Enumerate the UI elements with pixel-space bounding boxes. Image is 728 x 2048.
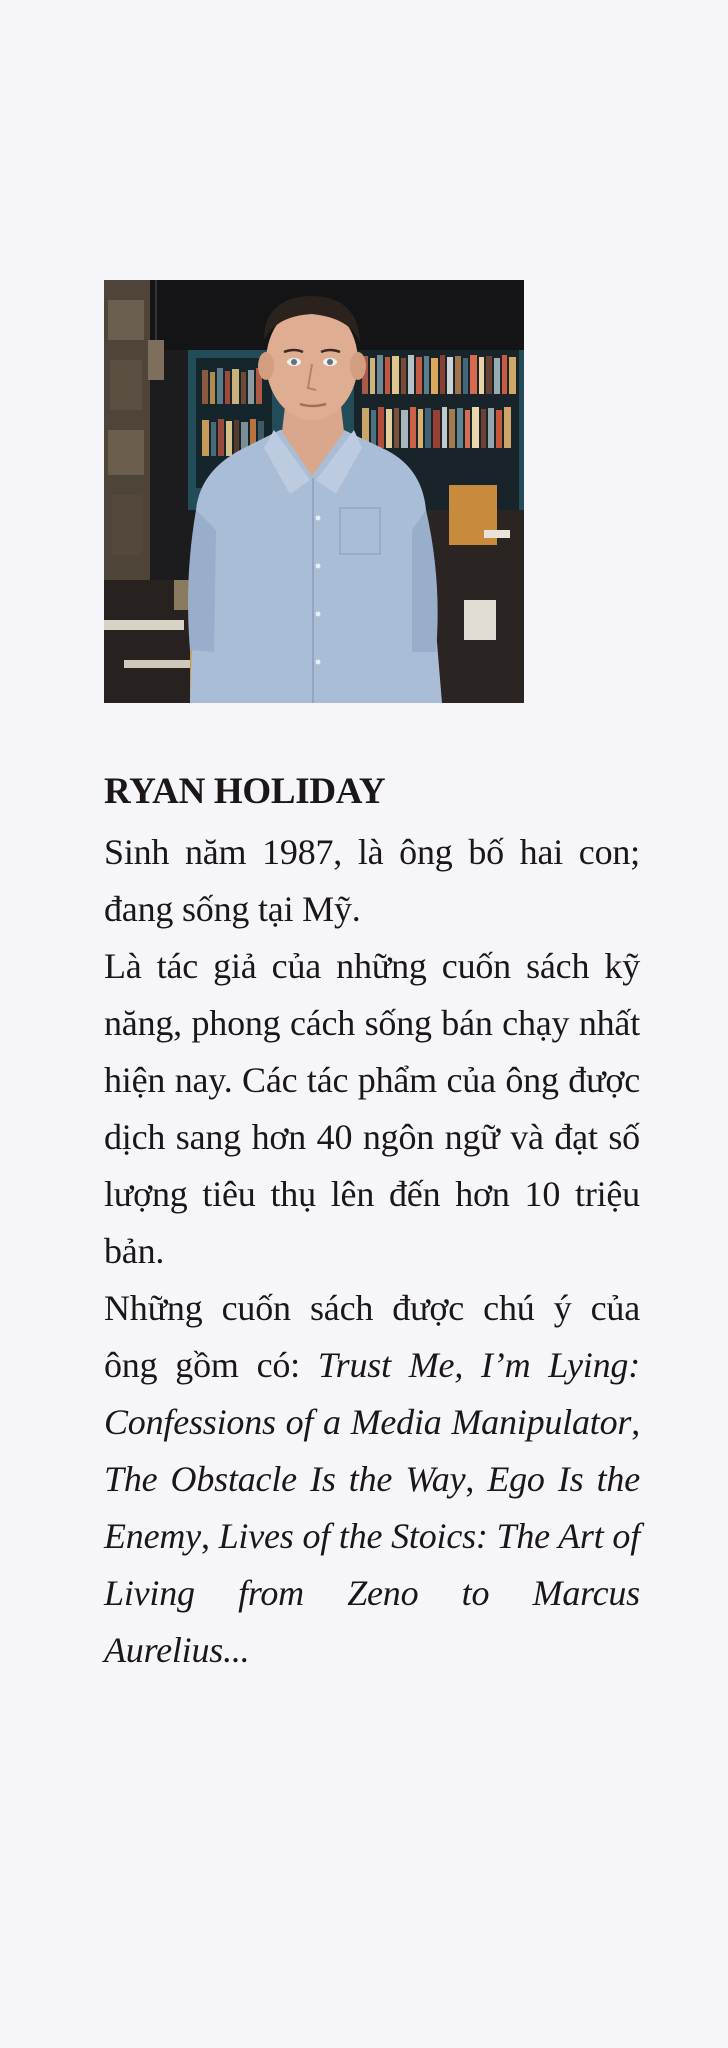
book-separator: , — [200, 1516, 219, 1556]
book-title: Lives of the Stoics: The Art of Living from Zeno to Marcus Aurelius — [104, 1516, 640, 1670]
books-intro: Những cuốn sách được chú ý của ông gồm có: — [104, 1288, 640, 1385]
author-photo — [104, 280, 524, 703]
author-name: RYAN HOLIDAY — [104, 771, 386, 812]
bio-paragraph-career: Là tác giả của những cuốn sách kỹ năng, phong cách sống bán chạy nhất hiện nay. Các tác phẩm của ông được dịch sang hơn 40 ngôn ngữ và đạt số lượng tiêu thụ lên đến hơn 10 triệu bản. — [104, 946, 640, 1271]
book-separator: , — [631, 1402, 640, 1442]
book-title: Ego Is the Enemy — [104, 1459, 640, 1556]
book-list-ellipsis: ... — [223, 1630, 250, 1670]
bio-paragraph-birth: Sinh năm 1987, là ông bố hai con; đang sống tại Mỹ. — [104, 832, 640, 929]
book-separator: , — [465, 1459, 488, 1499]
book-title: Trust Me, I’m Lying: Confessions of a Media Manipulator — [104, 1345, 640, 1442]
author-bio — [104, 760, 640, 1679]
bio-paragraph-books — [104, 1280, 640, 1679]
book-title: The Obstacle Is the Way — [104, 1459, 466, 1499]
